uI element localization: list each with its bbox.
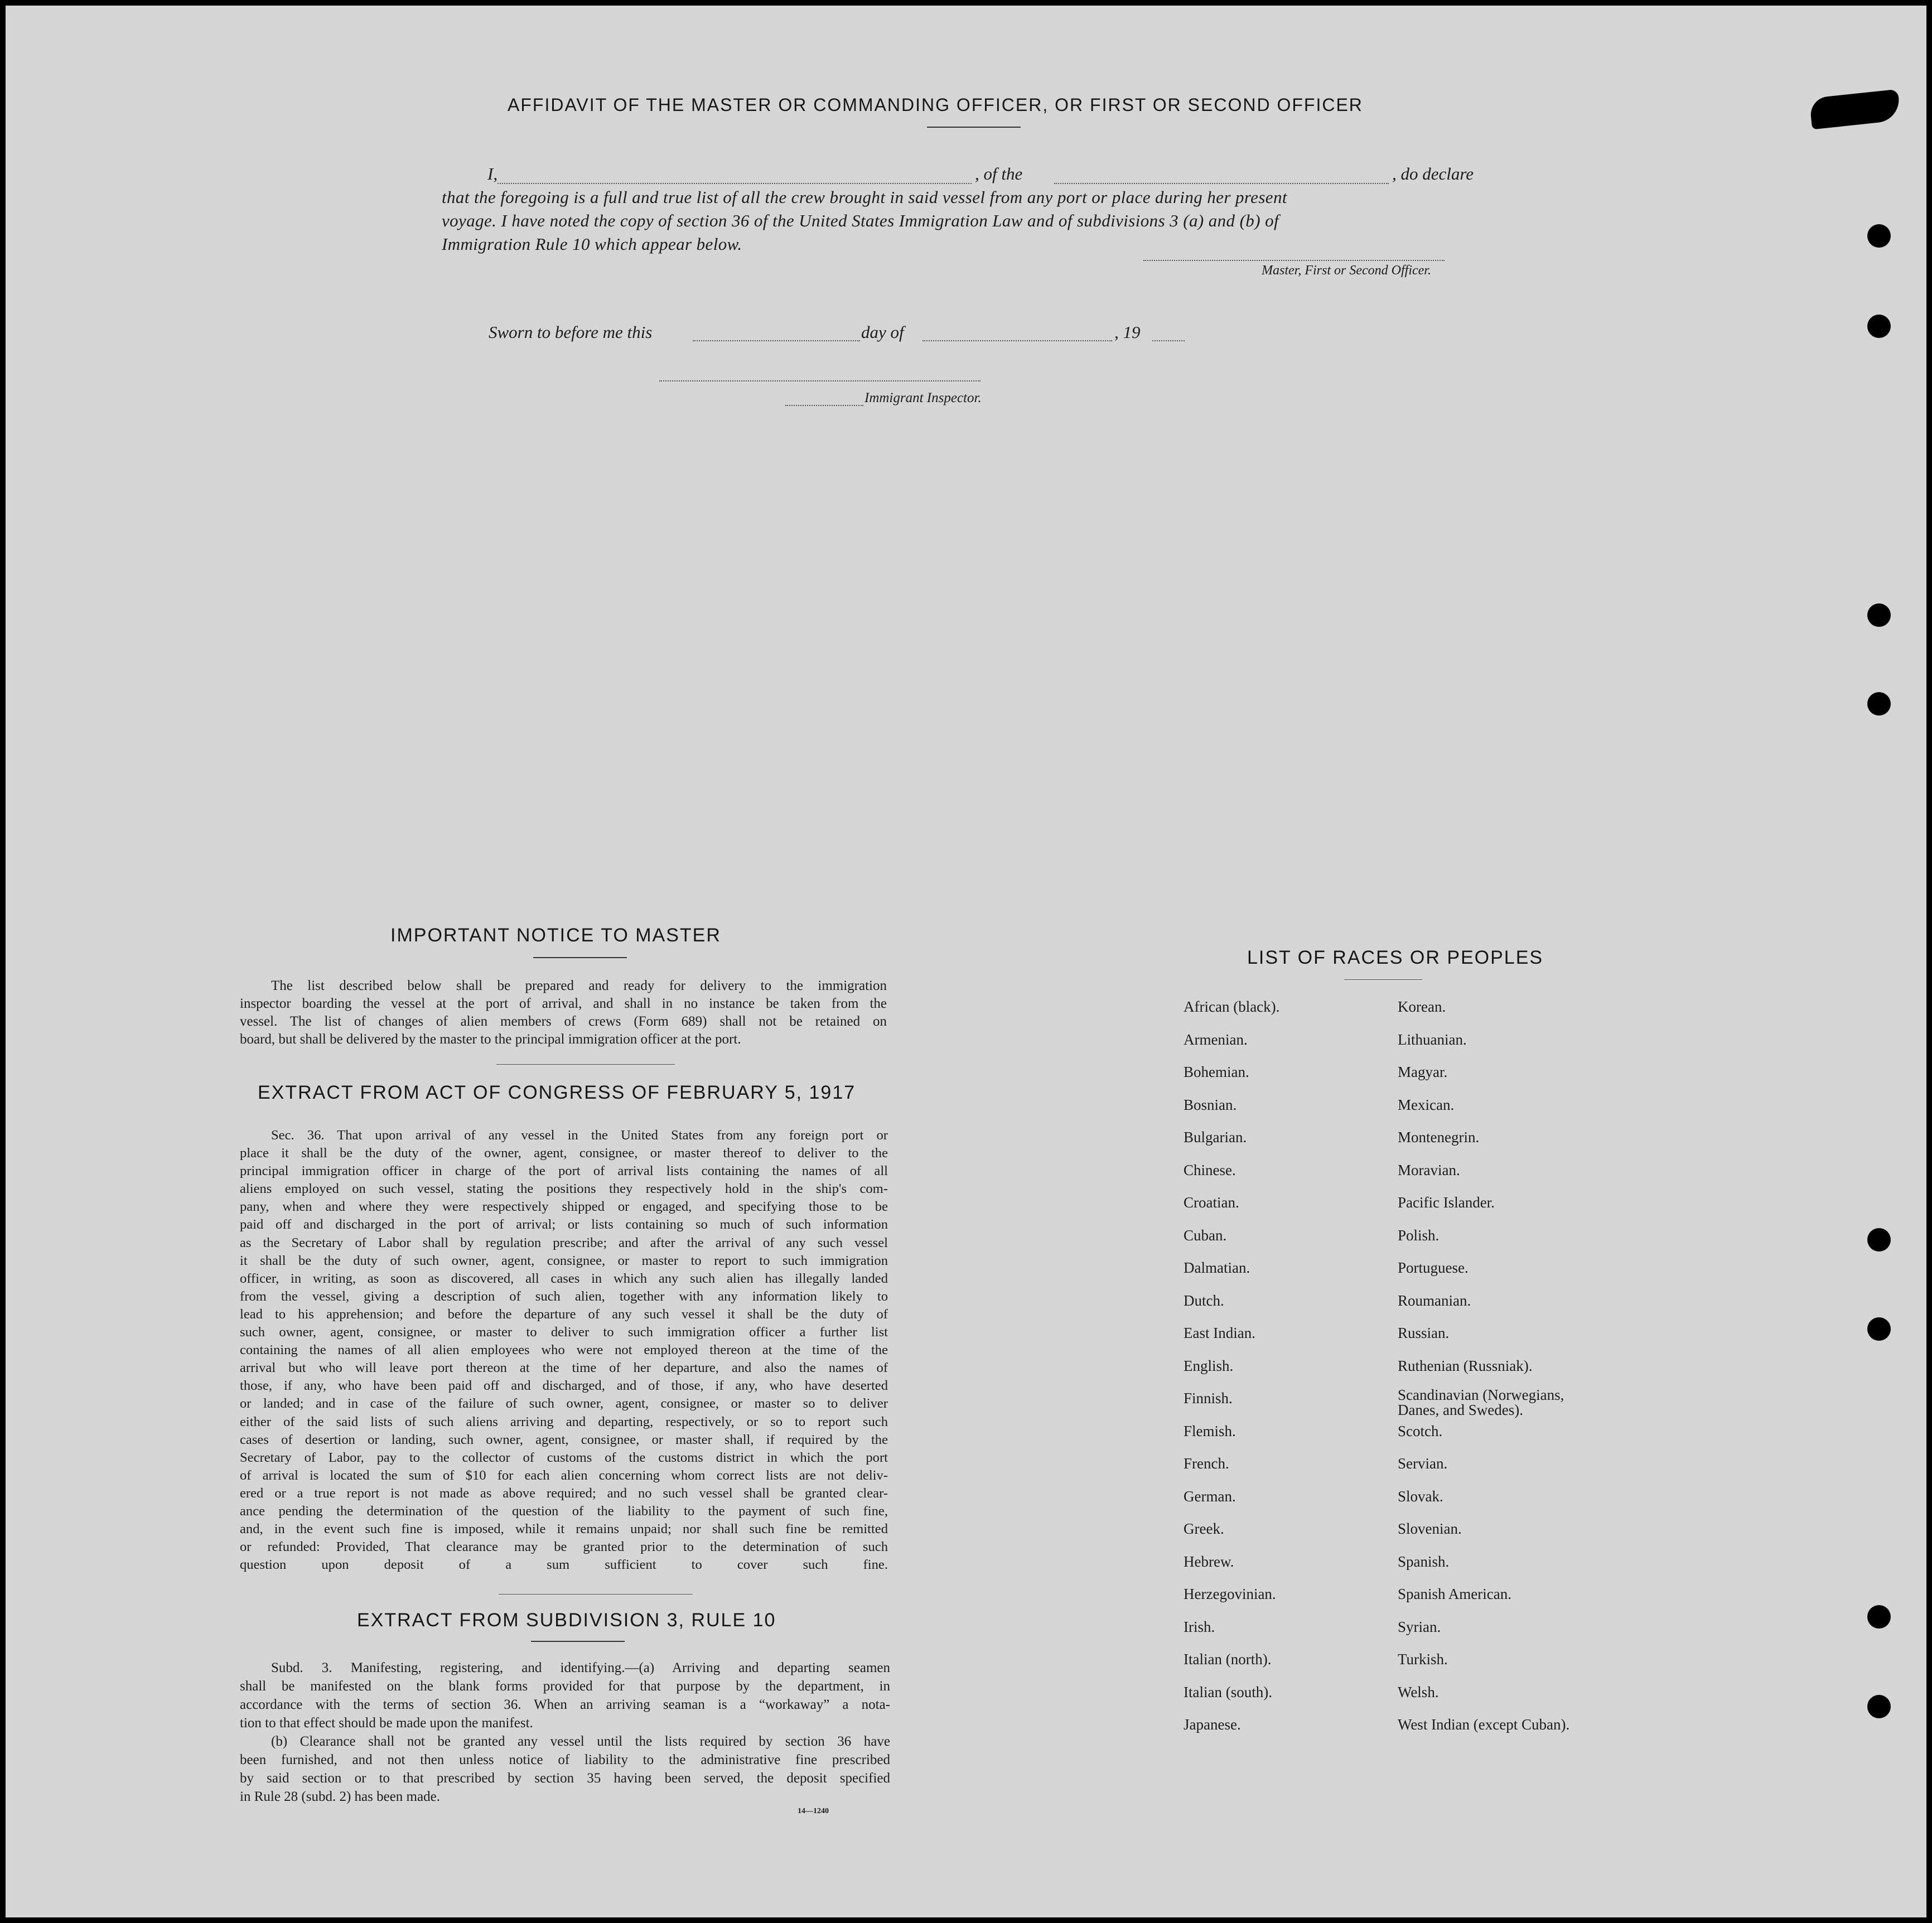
notice-line: inspector boarding the vessel at the port of arrival, and shall in no instance be taken from the bbox=[240, 996, 887, 1011]
act-line: lead to his apprehension; and before the departure of any such vessel it shall be the duty of bbox=[240, 1306, 888, 1322]
act-extract-title: EXTRACT FROM ACT OF CONGRESS OF FEBRUARY 5, 1917 bbox=[258, 1082, 856, 1103]
punch-hole-icon bbox=[1867, 224, 1891, 248]
punch-hole-icon bbox=[1867, 315, 1891, 338]
act-line: and, in the event such fine is imposed, while it remains unpaid; nor shall such fine be remitted bbox=[240, 1521, 888, 1537]
of-the-label: , of the bbox=[975, 164, 1023, 183]
race-item: Bohemian. bbox=[1184, 1064, 1249, 1080]
race-item: Ruthenian (Russniak). bbox=[1398, 1357, 1533, 1374]
act-divider bbox=[499, 1594, 693, 1595]
act-line: question upon deposit of a sum sufficient to cover such fine. bbox=[240, 1557, 888, 1573]
race-item: Lithuanian. bbox=[1398, 1031, 1467, 1048]
notice-line: board, but shall be delivered by the master to the principal immigration officer at the port. bbox=[240, 1032, 741, 1047]
race-item: Welsh. bbox=[1398, 1683, 1439, 1700]
race-item: Roumanian. bbox=[1398, 1292, 1471, 1309]
act-line: it shall be the duty of such owner, agent, consignee, or master to report to such immigration bbox=[240, 1253, 888, 1268]
punch-hole-icon bbox=[1867, 1317, 1891, 1341]
race-item: West Indian (except Cuban). bbox=[1398, 1716, 1570, 1733]
rule-line: been furnished, and not then unless notice of liability to the administrative fine prescribed bbox=[240, 1752, 890, 1767]
year-prefix-label: , 19 bbox=[1114, 322, 1141, 342]
rule-line: Subd. 3. Manifesting, registering, and identifying.—(a) Arriving and departing seamen bbox=[271, 1660, 890, 1675]
act-line: or landed; and in case of the failure of such owner, agent, consignee, or master so to deliver bbox=[240, 1396, 888, 1412]
do-declare-label: , do declare bbox=[1392, 164, 1474, 183]
notice-text bbox=[240, 977, 887, 1049]
act-line: ered or a true report is not made as above required; and no such vessel shall be granted clear- bbox=[240, 1485, 888, 1501]
act-line: place it shall be the duty of the owner, agent, consignee, or master thereof to deliver to the bbox=[240, 1146, 888, 1161]
races-title: LIST OF RACES OR PEOPLES bbox=[1247, 947, 1544, 968]
act-line: Secretary of Labor, pay to the collector of customs of the customs district in which the port bbox=[240, 1450, 888, 1465]
act-line: those, if any, who have been paid off and discharged, and of those, if any, who have deserted bbox=[240, 1378, 888, 1394]
race-item: Scandinavian (Norwegians, Danes, and Swedes). bbox=[1398, 1386, 1564, 1418]
notice-line: vessel. The list of changes of alien members of crews (Form 689) shall not be retained on bbox=[240, 1014, 887, 1029]
rule-line: by said section or to that prescribed by section 35 having been served, the deposit specified bbox=[240, 1771, 890, 1786]
race-item: Flemish. bbox=[1184, 1422, 1236, 1439]
rule-extract-title-rule bbox=[531, 1641, 625, 1642]
race-item: Spanish American. bbox=[1398, 1586, 1511, 1602]
punch-hole-icon bbox=[1867, 603, 1891, 627]
race-item: Portuguese. bbox=[1398, 1259, 1469, 1276]
race-item: Italian (south). bbox=[1184, 1683, 1272, 1700]
sworn-year-field[interactable] bbox=[1152, 340, 1185, 341]
act-line: either of the said lists of such aliens arriving and departing, respectively, or so to report such bbox=[240, 1414, 888, 1429]
act-line: or refunded: Provided, That clearance may be granted prior to the determination of such bbox=[240, 1539, 888, 1555]
sworn-label: Sworn to before me this bbox=[489, 322, 653, 342]
sworn-day-field[interactable] bbox=[693, 340, 860, 341]
rule-line: (b) Clearance shall not be granted any vessel until the lists required by section 36 have bbox=[271, 1734, 890, 1749]
affidavit-title-rule bbox=[927, 127, 1021, 128]
act-line: cases of desertion or landing, such owner, agent, consignee, or master shall, if required by the bbox=[240, 1432, 888, 1447]
rule-line: shall be manifested on the blank forms provided for that purpose by the department, in bbox=[240, 1679, 890, 1694]
race-item: Russian. bbox=[1398, 1325, 1450, 1341]
declarant-prefix: I, bbox=[487, 164, 498, 183]
tear-mark-icon bbox=[1809, 89, 1901, 129]
race-item: French. bbox=[1184, 1455, 1229, 1472]
act-line: containing the names of all alien employees who were not employed thereon at the time of the bbox=[240, 1342, 888, 1358]
race-item: Bulgarian. bbox=[1184, 1129, 1247, 1146]
notice-divider bbox=[496, 1064, 675, 1065]
race-item: Japanese. bbox=[1184, 1716, 1241, 1733]
race-item: German. bbox=[1184, 1487, 1236, 1505]
notice-line: The list described below shall be prepared and ready for delivery to the immigration bbox=[271, 978, 887, 993]
act-line: ance pending the determination of the question of the liability to the payment of such fine, bbox=[240, 1503, 888, 1519]
race-item: Turkish. bbox=[1398, 1651, 1448, 1668]
inspector-signature-field[interactable] bbox=[659, 380, 981, 381]
race-item: Magyar. bbox=[1398, 1064, 1448, 1080]
notice-title-rule bbox=[533, 957, 627, 958]
race-item: Moravian. bbox=[1398, 1161, 1460, 1178]
notice-title: IMPORTANT NOTICE TO MASTER bbox=[390, 925, 721, 946]
declarant-name-field[interactable] bbox=[498, 183, 972, 184]
act-line: as the Secretary of Labor shall by regulation prescribe; and after the arrival of any such vessel bbox=[240, 1235, 888, 1250]
rule-extract-title: EXTRACT FROM SUBDIVISION 3, RULE 10 bbox=[357, 1610, 776, 1631]
race-item: Croatian. bbox=[1184, 1194, 1239, 1211]
race-item: Dalmatian. bbox=[1184, 1259, 1250, 1276]
inspector-signature-field-short[interactable] bbox=[785, 405, 863, 406]
race-item: Dutch. bbox=[1184, 1292, 1224, 1309]
affidavit-declaration-line bbox=[487, 164, 498, 184]
act-line: pany, when and where they were respectively shipped or engaged, and specifying those to be bbox=[240, 1199, 888, 1215]
act-line: of arrival is located the sum of $10 for each alien concerning whom correct lists are not deliv- bbox=[240, 1467, 888, 1483]
sworn-month-field[interactable] bbox=[922, 340, 1112, 341]
race-item: English. bbox=[1184, 1357, 1234, 1374]
act-line: arrival but who will leave port thereon at the time of her departure, and also the names of bbox=[240, 1360, 888, 1376]
act-line: aliens employed on such vessel, stating the positions they respectively hold in the ship's com- bbox=[240, 1181, 888, 1197]
race-item: Korean. bbox=[1398, 998, 1446, 1015]
act-line: such owner, agent, consignee, or master to deliver to such immigration officer a further list bbox=[240, 1325, 888, 1340]
race-item: Chinese. bbox=[1184, 1161, 1236, 1178]
race-item: Scotch. bbox=[1398, 1422, 1443, 1439]
affidavit-title: AFFIDAVIT OF THE MASTER OR COMMANDING OFFICER, OR FIRST OR SECOND OFFICER bbox=[508, 95, 1363, 115]
master-signature-label: Master, First or Second Officer. bbox=[1262, 263, 1431, 278]
race-item: Hebrew. bbox=[1184, 1553, 1234, 1570]
race-item: Servian. bbox=[1398, 1455, 1448, 1472]
affidavit-body-line: voyage. I have noted the copy of section 36 of the United States Immigration Law and of subdivisions 3 (a) and (b) of bbox=[442, 211, 1279, 230]
race-item: Herzegovinian. bbox=[1184, 1586, 1276, 1602]
race-item: Greek. bbox=[1184, 1520, 1224, 1537]
rule-line: tion to that effect should be made upon the manifest. bbox=[240, 1716, 533, 1731]
race-item: Spanish. bbox=[1398, 1553, 1450, 1570]
master-signature-field[interactable] bbox=[1143, 260, 1445, 261]
punch-hole-icon bbox=[1867, 692, 1891, 716]
vessel-name-field[interactable] bbox=[1054, 183, 1389, 184]
form-number: 14—1240 bbox=[798, 1807, 829, 1815]
race-item: Slovenian. bbox=[1398, 1520, 1462, 1537]
act-line: paid off and discharged in the port of arrival; or lists containing so much of such information bbox=[240, 1217, 888, 1233]
race-item: Bosnian. bbox=[1184, 1096, 1237, 1113]
race-item: Cuban. bbox=[1184, 1226, 1227, 1244]
act-line: principal immigration officer in charge of the port of arrival lists containing the names of all bbox=[240, 1163, 888, 1179]
punch-hole-icon bbox=[1867, 1228, 1891, 1252]
race-item: Pacific Islander. bbox=[1398, 1194, 1495, 1211]
day-of-label: day of bbox=[861, 322, 904, 342]
rule-extract-text bbox=[240, 1659, 890, 1806]
affidavit-body-line: that the foregoing is a full and true list of all the crew brought in said vessel from any port or place during her present bbox=[442, 187, 1287, 207]
act-line: from the vessel, giving a description of such alien, together with any information likely to bbox=[240, 1288, 888, 1304]
race-item: Syrian. bbox=[1398, 1618, 1441, 1635]
race-item: Irish. bbox=[1184, 1618, 1215, 1635]
document-page bbox=[6, 6, 1926, 1917]
race-item: African (black). bbox=[1184, 998, 1280, 1015]
race-item: Finnish. bbox=[1184, 1390, 1233, 1407]
race-item: Italian (north). bbox=[1184, 1651, 1272, 1668]
race-item: Armenian. bbox=[1184, 1031, 1248, 1048]
act-extract-text bbox=[240, 1127, 888, 1574]
races-title-rule bbox=[1344, 979, 1422, 980]
race-item: Slovak. bbox=[1398, 1487, 1443, 1505]
rule-line: accordance with the terms of section 36. When an arriving seaman is a “workaway” a nota- bbox=[240, 1697, 890, 1712]
act-line: officer, in writing, as soon as discovered, all cases in which any such alien has illegally landed bbox=[240, 1270, 888, 1286]
race-item: East Indian. bbox=[1184, 1325, 1255, 1341]
rule-line: in Rule 28 (subd. 2) has been made. bbox=[240, 1789, 440, 1804]
inspector-label: Immigrant Inspector. bbox=[864, 390, 982, 405]
race-item: Mexican. bbox=[1398, 1096, 1455, 1113]
punch-hole-icon bbox=[1867, 1695, 1891, 1718]
affidavit-body-line: Immigration Rule 10 which appear below. bbox=[442, 234, 742, 254]
race-item: Polish. bbox=[1398, 1226, 1440, 1244]
race-item: Montenegrin. bbox=[1398, 1129, 1480, 1146]
act-line: Sec. 36. That upon arrival of any vessel in the United States from any foreign port or bbox=[271, 1128, 888, 1143]
punch-hole-icon bbox=[1867, 1605, 1891, 1629]
